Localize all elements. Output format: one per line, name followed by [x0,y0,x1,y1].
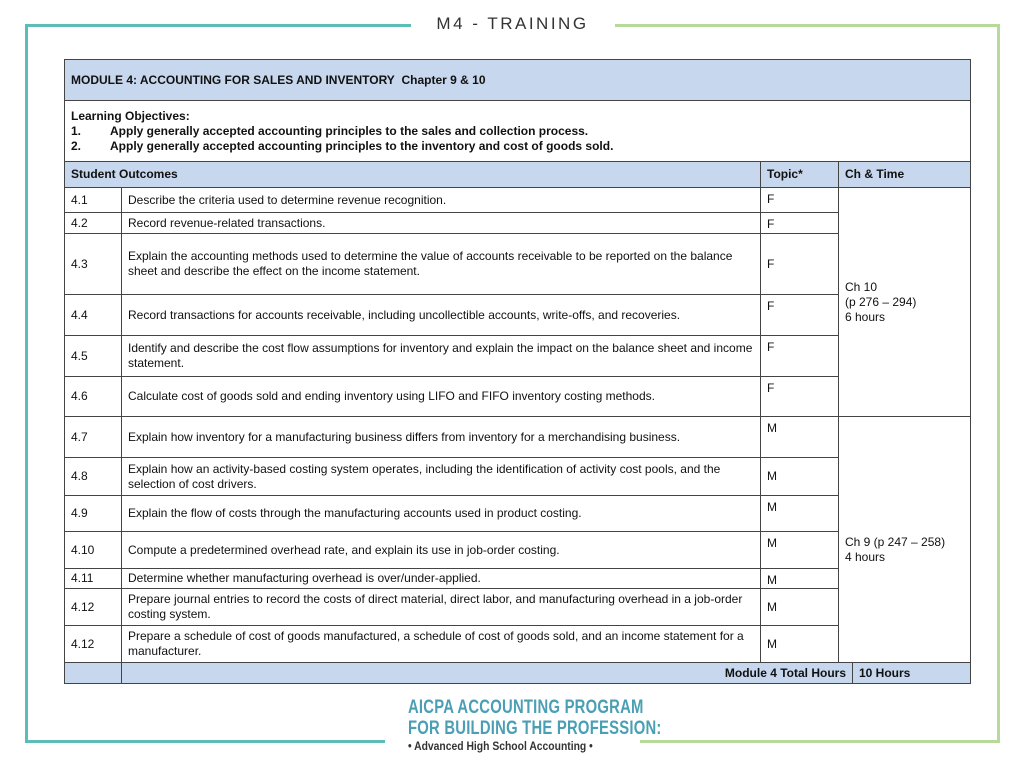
outcome-topic: F [761,188,839,213]
outcome-topic: M [761,532,839,569]
outcome-topic: M [761,417,839,458]
col-time: Ch & Time [839,162,971,188]
total-row [65,663,971,684]
outcome-row [65,569,971,589]
chapter-time-cell [839,417,971,663]
outcome-topic: F [761,234,839,295]
outcome-text: Calculate cost of goods sold and ending inventory using LIFO and FIFO inventory costing methods. [122,377,761,417]
logo-line2: FOR BUILDING THE PROFESSION: [408,718,662,739]
outcome-row [65,496,971,532]
outcome-text: Explain how inventory for a manufacturing business differs from inventory for a merchandising business. [122,417,761,458]
col-topic: Topic* [761,162,839,188]
aicpa-logo [408,697,733,753]
outcome-row [65,589,971,626]
outcome-num: 4.3 [65,234,122,295]
outcomes-table [64,59,971,684]
outcome-text: Explain how an activity-based costing system operates, including the identification of activity cost pools, and the selection of cost drivers. [122,458,761,496]
col-outcomes: Student Outcomes [65,162,761,188]
outcome-row [65,213,971,234]
outcome-num: 4.5 [65,336,122,377]
objective-num: 1. [71,123,82,138]
chapter-time-line: Ch 9 (p 247 – 258) [845,534,946,549]
outcome-num: 4.9 [65,496,122,532]
frame-right [997,24,1000,743]
outcome-row [65,188,971,213]
outcome-num: 4.1 [65,188,122,213]
outcome-text: Determine whether manufacturing overhead is over/under-applied. [122,569,761,589]
outcome-topic: M [761,458,839,496]
outcome-topic: F [761,377,839,417]
outcome-row [65,336,971,377]
outcome-num: 4.12 [65,626,122,663]
objective-num: 2. [71,138,82,153]
frame-bottom-left [25,740,385,743]
objectives-row [65,101,971,162]
chapter-time-line: 4 hours [845,549,886,564]
outcome-text: Compute a predetermined overhead rate, and explain its use in job-order costing. [122,532,761,569]
outcome-topic: M [761,496,839,532]
module-chapter: Chapter 9 & 10 [401,72,486,87]
frame-top-right [615,24,1000,27]
outcome-num: 4.11 [65,569,122,589]
total-value: 10 Hours [853,663,971,684]
outcome-topic: F [761,295,839,336]
logo-line1: AICPA ACCOUNTING PROGRAM [408,697,644,718]
outcome-row [65,377,971,417]
objective-text: Apply generally accepted accounting principles to the sales and collection process. [110,123,589,138]
outcome-text: Record revenue-related transactions. [122,213,761,234]
objective-item [71,124,964,139]
total-label: Module 4 Total Hours [122,663,853,684]
outcome-text: Explain the accounting methods used to determine the value of accounts receivable to be reported on the balance sheet and describe the effect on the income statement. [122,234,761,295]
objective-item [71,139,964,154]
column-header-row [65,162,971,188]
frame-top-left [25,24,411,27]
outcome-num: 4.10 [65,532,122,569]
chapter-time-line: Ch 10 [845,279,878,294]
objectives-heading: Learning Objectives: [71,108,190,123]
chapter-time-cell [839,188,971,417]
outcome-row [65,417,971,458]
outcome-num: 4.2 [65,213,122,234]
module-header-row [65,60,971,101]
frame-left [25,24,28,743]
outcome-row [65,234,971,295]
outcome-topic: M [761,589,839,626]
outcome-text: Explain the flow of costs through the manufacturing accounts used in product costing. [122,496,761,532]
outcome-text: Prepare a schedule of cost of goods manufactured, a schedule of cost of goods sold, and an income statement for a manufacturer. [122,626,761,663]
outcome-topic: M [761,569,839,589]
outcome-topic: F [761,336,839,377]
outcome-text: Describe the criteria used to determine revenue recognition. [122,188,761,213]
outcome-row [65,626,971,663]
outcome-num: 4.12 [65,589,122,626]
outcome-num: 4.8 [65,458,122,496]
outcome-topic: M [761,626,839,663]
page-title: M4 - TRAINING [436,14,589,33]
chapter-time-line: (p 276 – 294) [845,294,917,309]
module-title: MODULE 4: ACCOUNTING FOR SALES AND INVENTORY [71,72,395,87]
chapter-time-line: 6 hours [845,309,886,324]
logo-line3: • Advanced High School Accounting • [408,741,593,753]
outcome-row [65,532,971,569]
outcome-num: 4.6 [65,377,122,417]
objective-text: Apply generally accepted accounting principles to the inventory and cost of goods sold. [110,138,614,153]
outcome-topic: F [761,213,839,234]
outcome-text: Record transactions for accounts receivable, including uncollectible accounts, write-offs, and recoveries. [122,295,761,336]
outcome-text: Prepare journal entries to record the costs of direct material, direct labor, and manufacturing overhead in a job-order costing system. [122,589,761,626]
outcome-row [65,458,971,496]
outcome-num: 4.7 [65,417,122,458]
outcome-text: Identify and describe the cost flow assumptions for inventory and explain the impact on the balance sheet and income statement. [122,336,761,377]
outcome-num: 4.4 [65,295,122,336]
outcome-row [65,295,971,336]
